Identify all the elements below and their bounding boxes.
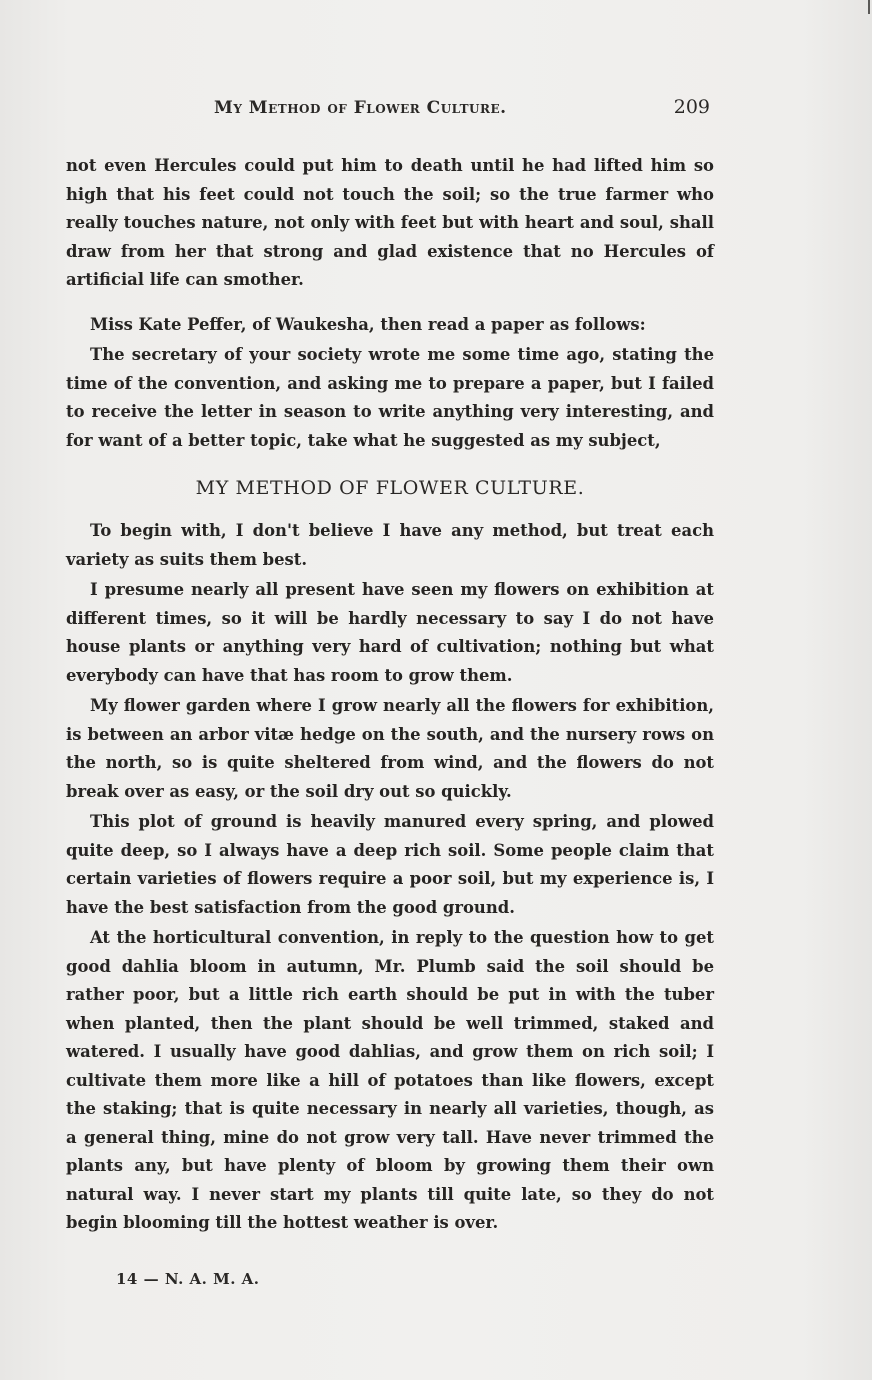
body-text bbox=[66, 152, 714, 1238]
section-title: MY METHOD OF FLOWER CULTURE. bbox=[195, 477, 585, 499]
paragraph-method: To begin with, I don't believe I have any method, but treat each variety as suits them best. bbox=[66, 521, 714, 569]
paragraph-introduction: Miss Kate Peffer, of Waukesha, then read a paper as follows: bbox=[90, 314, 646, 334]
signature-mark: 14 — N. A. M. A. bbox=[116, 1270, 260, 1288]
paragraph-soil: This plot of ground is heavily manured every spring, and plowed quite deep, so I always have a deep rich soil. Some people claim that certain varieties of flowers require a poor soil, but my experience is, I have the best satisfaction from the good ground. bbox=[66, 812, 714, 917]
paragraph-continued: not even Hercules could put him to death until he had lifted him so high that his feet could not touch the soil; so the true farmer who really touches nature, not only with feet but with heart and soul, shall draw from her that strong and glad existence that no Hercules of artificial life can smother. bbox=[66, 156, 714, 289]
page-number: 209 bbox=[673, 96, 710, 118]
paragraph-garden: My flower garden where I grow nearly all the flowers for exhibition, is between an arbor vitæ hedge on the south, and the nursery rows on the north, so is quite sheltered from wind, and the flowers do not break over as easy, or the soil dry out so quickly. bbox=[66, 696, 714, 801]
running-head bbox=[68, 98, 710, 128]
page-edge-mark bbox=[868, 0, 870, 14]
running-title: My Method of Flower Culture. bbox=[214, 98, 507, 118]
paragraph-dahlias: At the horticultural convention, in reply to the question how to get good dahlia bloom in autumn, Mr. Plumb said the soil should be rather poor, but a little rich earth should be put in with the tuber when planted, then the plant should be well trimmed, staked and watered. I usually have good dahlias, and grow them on rich soil; I cultivate them more like a hill of potatoes than like flowers, except the staking; that is quite necessary in nearly all varieties, though, as a general thing, mine do not grow very tall. Have never trimmed the plants any, but have plenty of bloom by growing them their own natural way. I never start my plants till quite late, so they do not begin blooming till the hottest weather is over. bbox=[66, 928, 714, 1232]
paragraph-secretary: The secretary of your society wrote me some time ago, stating the time of the convention, and asking me to prepare a paper, but I failed to receive the letter in season to write anything very interesting, and for want of a better topic, take what he suggested as my subject, bbox=[66, 345, 714, 450]
paragraph-exhibition: I presume nearly all present have seen my flowers on exhibition at different times, so it will be hardly necessary to say I do not have house plants or anything very hard of cultivation; nothing but what everybody can have that has room to grow them. bbox=[66, 580, 714, 685]
